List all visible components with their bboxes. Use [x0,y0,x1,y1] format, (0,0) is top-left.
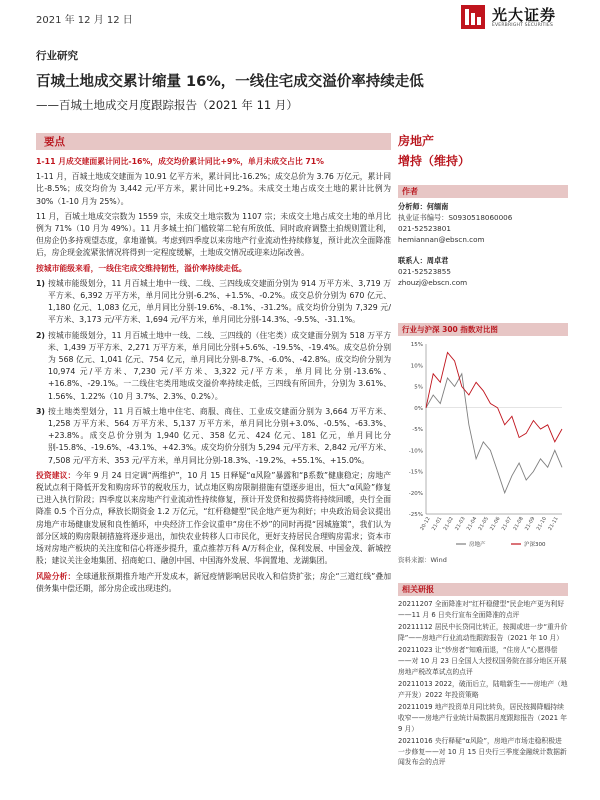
x-tick-label: 21-06 [489,516,502,532]
summary-item-1 [36,278,391,327]
rating: 增持（维持） [398,154,471,168]
related-report-item[interactable]: 20211112 居民中长贷同比转正，按揭或进一步“重升价降”——房地产行业流动性跟踪报告（2021 年 10 月） [398,623,568,642]
item-number: 3) [36,406,45,416]
item-number: 1) [36,278,45,288]
related-list [398,599,568,768]
chart-plot [398,338,568,553]
analyst-cert: 执业证书编号：S0930518060006 [398,213,513,222]
summary-item-3 [36,406,391,467]
authors-bar [398,185,568,198]
x-tick-label: 20-12 [419,516,432,532]
analyst-info [398,201,568,288]
report-subtitle: ——百城土地成交月度跟踪报告（2021 年 11 月） [36,98,298,112]
y-tick-label: 0% [414,405,423,412]
investment-advice [36,470,391,568]
index-comparison-chart [398,323,568,564]
analyst-phone: 021-52523801 [398,224,451,233]
investment-advice-head: 投资建议： [36,470,76,480]
sector-name: 房地产 [398,134,435,148]
x-tick-label: 21-01 [430,516,444,532]
contact-phone: 021-52523855 [398,267,451,276]
summary-paragraph-3: 按城市能级来看，一线住宅成交维持韧性，溢价率持续走低。 [36,263,247,273]
item-text: 按城市能级划分，11 月百城土地中一线、二线、三四线的（住宅类）成交建面分别为 518 万平方米、1,439 万平方米、2,271 万平方米，单月同比分别+5.6%、-19.5%、-19.4%。成交总价分别为 568 亿元、1,041 亿元、754 亿元，单月同比分别-8.7%、-6.0%、-42.8%。成交均价分别为 10,974 元/平方米、7,230 元/平方米、3,322 元/平方米，单月同比分别-13.6%、+16.8%、-29.1%。一二线住宅类用地成交溢价率持续走低，三四线有所回升，分别为 3.61%、1.56%、1.22%（10 月 3.7%、2.3%、0.2%）。 [48,330,391,401]
risk-analysis-head: 风险分析： [36,571,76,581]
x-tick-label: 21-10 [535,516,549,532]
x-tick-label: 21-08 [512,516,525,532]
broker-logo [460,4,556,30]
report-category: 行业研究 [36,50,78,62]
related-report-item[interactable]: 20211016 央行释疑“α风险”，房地产市场走稳积极进一步修复——对 10 月 15 日央行三季度金融统计数据新闻发布会的点评 [398,737,567,767]
y-tick-label: 10% [410,363,423,370]
legend-label: 房地产 [469,542,486,548]
related-report-item[interactable]: 20211023 让“炒房者”知难而退，“住房人”心愿得偿——对 10 月 23 日全国人大授权国务院在部分地区开展房地产税改革试点的点评 [398,646,567,676]
chart-source: 资料来源：Wind [398,556,447,564]
related-reports [398,583,568,770]
x-tick-label: 21-03 [454,516,467,532]
risk-analysis-text: 全球通胀预期推升地产开发成本，新冠疫情影响居民收入和信贷扩张；房企“三道红线”叠加债务集中偿还期，部分房企或出现违约。 [36,571,392,593]
item-number: 2) [36,330,45,340]
related-report-item[interactable]: 20211019 地产投资单月同比转负，居民按揭降幅持续收窄——房地产行业统计局数据月度跟踪报告（2021 年 9 月） [398,703,567,733]
summary-paragraph-1: 1-11 月，百城土地成交建面为 10.91 亿平方米，累计同比-16.2%；成交总价为 3.76 万亿元，累计同比-8.5%；成交均价为 3,442 元/平方米，累计同比+9.2%。未成交土地占成交土地的累计比例为 30%（1-10 月为 25%）。 [36,172,391,206]
report-date: 2021 年 12 月 12 日 [36,15,133,26]
summary-body [36,156,391,598]
x-tick-label: 21-07 [500,516,514,532]
risk-analysis [36,571,391,595]
y-tick-label: 5% [414,384,423,391]
item-text: 按城市能级划分，11 月百城土地中一线、二线、三四线成交建面分别为 914 万平方米、3,719 万平方米、6,392 万平方米，单月同比分别-6.2%、+1.5%、-0.2%。成交总价分别为 670 亿元、1,180 亿元、1,083 亿元，单月同比分别-19.6%、-8.1%、-31.2%。成交均价分别为 7,329 元/平方米、3,173 元/平方米、1,694 元/平方米，单月同比分别-14.3%、-9.5%、-31.1%。 [48,278,391,325]
y-tick-label: -20% [408,490,423,497]
x-tick-label: 21-02 [442,516,456,532]
summary-item-2 [36,330,391,403]
report-title: 百城土地成交累计缩量 16%，一线住宅成交溢价率持续走低 [36,74,424,90]
summary-section-bar [36,133,391,150]
y-tick-label: -15% [408,469,423,476]
analyst-name: 分析师：何缅南 [398,202,449,211]
authors-label: 作者 [402,187,418,196]
y-tick-label: -10% [408,448,423,455]
y-tick-label: -25% [408,512,423,518]
analyst-email[interactable]: hemiannan@ebscn.com [398,235,485,244]
logo-english-name: EVERBRIGHT SECURITIES [491,22,554,28]
related-report-item[interactable]: 20211207 全面降准对“红杆稳健型”民企地产更为利好——11 月 6 日央行宣布全面降准的点评 [398,600,565,619]
contact-email[interactable]: zhouzj@ebscn.com [398,278,468,287]
chart-title: 行业与沪深 300 指数对比图 [398,323,568,336]
contact-name: 联系人：周卓君 [398,256,449,265]
summary-paragraph-2: 11 月，百城土地成交宗数为 1559 宗，未成交土地宗数为 1107 宗；未成交土地占成交土地的单月比例为 71%（10 月为 49%）。11 月多城土拍门槛较第二轮有所放低、同时政府调整土拍规则置让利，但房企仍多持观望态度，拿地谨慎。考虑到四季度以来房地产行业流动性持续修复，预计此次全面降准后，房企现金流紧张情况将得到一定程度缓解，土地成交情况或迎来边际改善。 [36,211,391,258]
legend-label: 沪深300 [524,542,546,548]
series-line [426,374,562,493]
y-tick-label: -5% [412,427,423,433]
x-tick-label: 21-04 [465,516,479,532]
summary-section-label: 要点 [44,136,65,148]
x-tick-label: 21-09 [523,516,537,532]
related-report-item[interactable]: 20211013 2022，破而后立，陆啮新生——房地产（地产开发）2022 年投资策略 [398,680,568,699]
y-tick-label: 15% [410,342,423,348]
x-tick-label: 21-11 [547,516,560,532]
everbright-logo-icon [460,4,486,30]
x-tick-label: 21-05 [477,516,490,532]
investment-advice-text: 今年 9 月 24 日定调“两维护”，10 月 15 日释疑“α风险”暴露和“β系数”健康稳定；房地产税试点利于降低开发和购房环节的税收压力，试点地区购房限制措施有望逐步退出，恒大“α风险”修复已进入执行阶段；四季度以来房地产行业流动性持续修复，预计开发贷和按揭贷将持续回暖，央行全面降准 0.5 个百分点，释放长期资金 1.2 万亿元，“红杆稳健型”民企地产更为利好；中央政治局会议提出房地产市场健康发展和良性循环，中央经济工作会议重申“房住不炒”的同时再提“因城施策”，我们认为部分区域的购房限制措施将逐步退出，加快农业转移人口市民化，更好支持居民合理购房需求；资本市场对房地产板块的关注度和信心将逐步提升，重点推荐万科 A/万科企业，保利发展、中国金茂、新城控股；建议关注金地集团、招商蛇口、融创中国、中国海外发展、华润置地、龙湖集团。 [36,470,392,566]
logo-chinese-name: 光大证券 [491,5,556,24]
item-text: 按土地类型划分，11 月百城土地中住宅、商服、商住、工业成交建面分别为 3,664 万平方米、1,258 万平方米、564 万平方米、5,137 万平方米，单月同比分别+3.0%、-0.5%、-63.3%、+23.8%。成交总价分别为 1,940 亿元、358 亿元、424 亿元、181 亿元，单月同比分别-15.8%、-19.6%、-43.1%、+42.3%。成交均价分别为 5,294 元/平方米、2,842 元/平方米、7,508 元/平方米、353 元/平方米，单月同比分别-18.3%、-19.2%、+55.1%、+15.0%。 [48,406,391,465]
related-label: 相关研报 [402,585,434,594]
related-bar [398,583,568,596]
summary-headline: 1-11 月成交建面累计同比-16%，成交均价累计同比+9%，单月未成交占比 71% [36,157,324,166]
sidebar [398,133,568,288]
series-line [426,353,562,442]
